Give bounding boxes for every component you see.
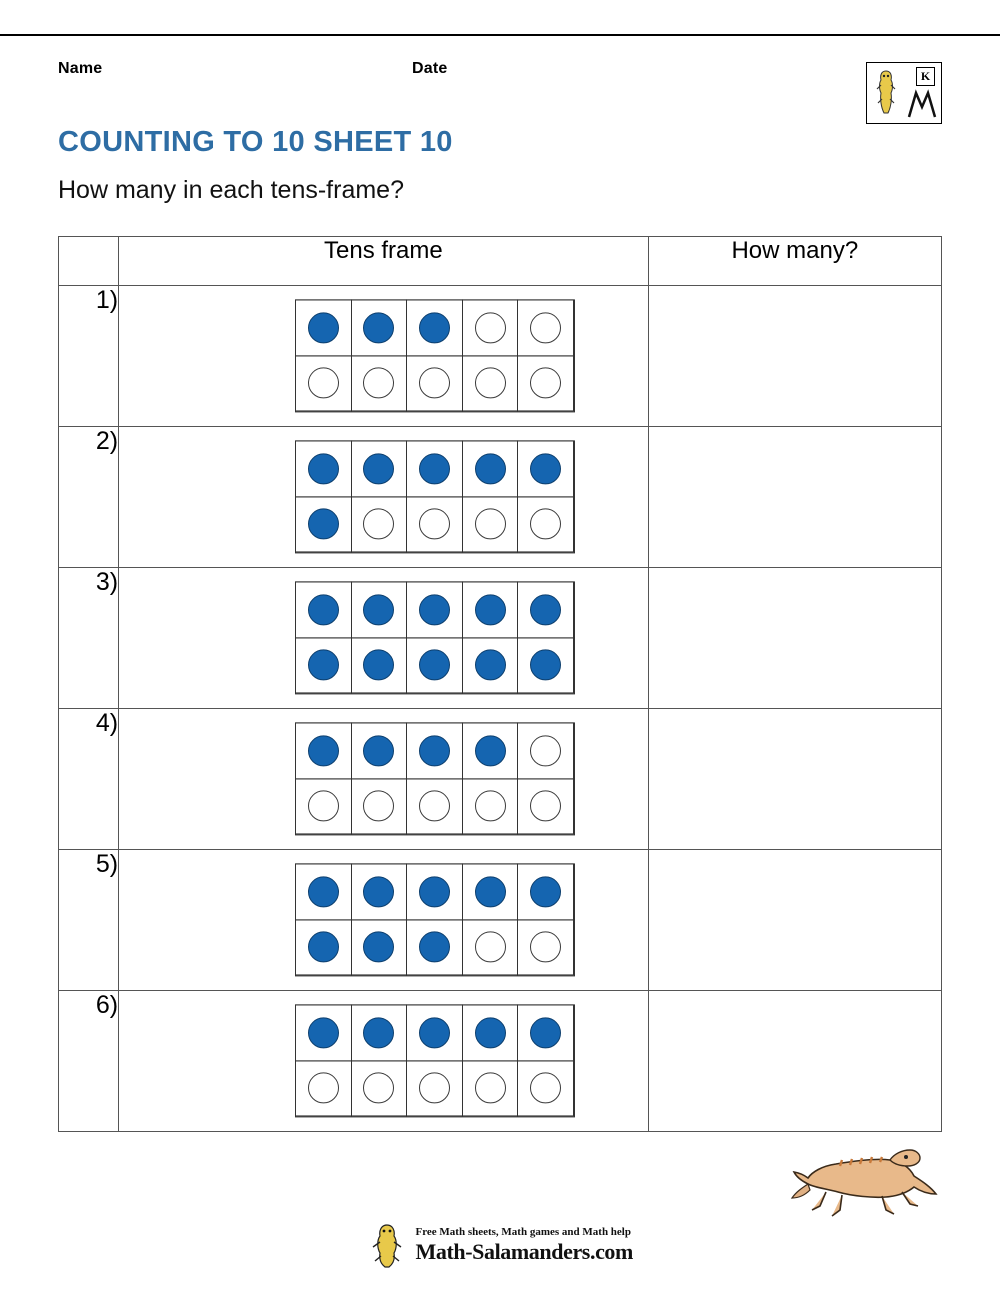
filled-counter-icon [475,876,506,907]
empty-counter-icon [530,509,561,540]
tens-frame-cell [119,568,649,709]
filled-counter-icon [475,1017,506,1048]
empty-counter-icon [308,791,339,822]
question-number: 5) [59,850,119,991]
filled-counter-icon [308,594,339,625]
tens-frame-cell-square [517,637,574,694]
tens-frame-cell-square [406,722,463,779]
tens-frame-cell-square [351,1004,408,1061]
tens-frame-row-top [296,441,574,497]
empty-counter-icon [363,509,394,540]
logo-letter: K [916,67,935,86]
tens-frame-row-bottom [296,638,574,694]
filled-counter-icon [363,594,394,625]
tens-frame-cell-square [462,919,519,976]
tens-frame-cell-square [462,778,519,835]
tens-frame-cell-square [351,919,408,976]
question-number: 3) [59,568,119,709]
filled-counter-icon [308,932,339,963]
filled-counter-icon [419,735,450,766]
tens-frame [295,581,575,694]
tens-frame [295,722,575,835]
tens-frame-cell-square [406,863,463,920]
date-label: Date [412,60,448,77]
tens-frame [295,1004,575,1117]
tens-frame-cell-square [517,722,574,779]
empty-counter-icon [308,1073,339,1104]
question-number: 2) [59,427,119,568]
filled-counter-icon [530,594,561,625]
empty-counter-icon [530,791,561,822]
tens-frame-cell-square [462,440,519,497]
tens-frame-cell-square [295,778,352,835]
filled-counter-icon [363,650,394,681]
tens-frame-cell-square [462,1004,519,1061]
filled-counter-icon [363,1017,394,1048]
logo-m-icon [907,89,937,119]
tens-frame-cell-square [406,581,463,638]
empty-counter-icon [308,368,339,399]
filled-counter-icon [308,1017,339,1048]
tens-frame-cell-square [406,1060,463,1117]
tens-frame-cell-square [295,863,352,920]
answer-cell[interactable] [648,568,941,709]
filled-counter-icon [475,735,506,766]
empty-counter-icon [363,368,394,399]
tens-frame-cell-square [406,496,463,553]
tens-frame-row-bottom [296,920,574,976]
tens-frame [295,440,575,553]
tens-frame-cell-square [295,496,352,553]
tens-frame-row-bottom [296,779,574,835]
filled-counter-icon [363,876,394,907]
empty-counter-icon [363,1073,394,1104]
empty-counter-icon [530,735,561,766]
tens-frame-cell-square [351,440,408,497]
tens-frame-cell-square [351,637,408,694]
answer-cell[interactable] [648,991,941,1132]
lizard-illustration [790,1136,940,1231]
table-header-row [59,237,942,286]
tens-frame-cell-square [462,863,519,920]
tens-frame-cell-square [462,637,519,694]
tens-frame-row-bottom [296,356,574,412]
filled-counter-icon [363,312,394,343]
empty-counter-icon [530,1073,561,1104]
filled-counter-icon [419,312,450,343]
tens-frame-cell-square [351,778,408,835]
filled-counter-icon [419,453,450,484]
question-number: 6) [59,991,119,1132]
tens-frame-cell-square [517,581,574,638]
empty-counter-icon [475,932,506,963]
tens-frame-cell-square [295,637,352,694]
empty-counter-icon [419,368,450,399]
tens-frame-cell-square [406,637,463,694]
question-number: 4) [59,709,119,850]
filled-counter-icon [419,876,450,907]
filled-counter-icon [530,650,561,681]
page-title: COUNTING TO 10 SHEET 10 [58,126,453,158]
empty-counter-icon [475,791,506,822]
filled-counter-icon [308,876,339,907]
question-number: 1) [59,286,119,427]
tens-frame-table [58,236,942,1132]
tens-frame-cell-square [462,299,519,356]
tens-frame-cell-square [517,778,574,835]
empty-counter-icon [419,791,450,822]
empty-counter-icon [363,791,394,822]
answer-cell[interactable] [648,709,941,850]
tens-frame-cell-square [517,440,574,497]
tens-frame-cell-square [406,778,463,835]
empty-counter-icon [475,1073,506,1104]
empty-counter-icon [419,509,450,540]
tens-frame [295,299,575,412]
tens-frame-row-top [296,864,574,920]
tens-frame-cell-square [351,1060,408,1117]
tens-frame-row-top [296,582,574,638]
tens-frame-cell-square [462,355,519,412]
filled-counter-icon [475,650,506,681]
tens-frame-cell-square [462,581,519,638]
column-header-how-many: How many? [648,237,941,286]
tens-frame-cell-square [295,1060,352,1117]
empty-counter-icon [475,509,506,540]
tens-frame-cell-square [295,299,352,356]
tens-frame-row-bottom [296,1061,574,1117]
tens-frame-cell-square [406,1004,463,1061]
filled-counter-icon [419,650,450,681]
page-subtitle: How many in each tens-frame? [58,176,404,204]
footer-site-name[interactable]: Math-Salamanders.com [415,1238,633,1264]
tens-frame-cell-square [462,1060,519,1117]
tens-frame-cell [119,709,649,850]
tens-frame-cell-square [295,1004,352,1061]
tens-frame-cell [119,991,649,1132]
tens-frame-cell-square [295,919,352,976]
tens-frame-cell-square [351,722,408,779]
filled-counter-icon [475,594,506,625]
table-row [59,286,942,427]
filled-counter-icon [530,453,561,484]
filled-counter-icon [308,650,339,681]
tens-frame-cell-square [351,581,408,638]
tens-frame-row-top [296,1005,574,1061]
answer-cell[interactable] [648,427,941,568]
tens-frame-cell-square [351,496,408,553]
tens-frame-row-top [296,300,574,356]
column-header-tens-frame: Tens frame [119,237,649,286]
table-row [59,709,942,850]
filled-counter-icon [308,509,339,540]
math-salamanders-logo [866,62,942,124]
table-row [59,991,942,1132]
tens-frame-cell-square [517,1004,574,1061]
footer-tagline: Free Math sheets, Math games and Math help [415,1225,631,1238]
tens-frame-cell-square [295,440,352,497]
filled-counter-icon [363,932,394,963]
filled-counter-icon [363,735,394,766]
empty-counter-icon [475,368,506,399]
name-label: Name [58,60,103,77]
empty-counter-icon [530,368,561,399]
tens-frame-cell-square [351,863,408,920]
tens-frame-cell-square [517,863,574,920]
filled-counter-icon [530,1017,561,1048]
table-row [59,568,942,709]
empty-counter-icon [419,1073,450,1104]
tens-frame-row-top [296,723,574,779]
tens-frame-cell-square [406,355,463,412]
tens-frame-cell-square [462,496,519,553]
tens-frame-row-bottom [296,497,574,553]
top-divider [0,34,1000,36]
empty-counter-icon [530,312,561,343]
tens-frame [295,863,575,976]
tens-frame-cell [119,850,649,991]
tens-frame-cell-square [462,722,519,779]
filled-counter-icon [419,594,450,625]
tens-frame-cell [119,427,649,568]
table-row [59,427,942,568]
tens-frame-cell-square [406,919,463,976]
answer-cell[interactable] [648,286,941,427]
table-row [59,850,942,991]
filled-counter-icon [475,453,506,484]
tens-frame-cell [119,286,649,427]
tens-frame-cell-square [351,299,408,356]
column-header-number [59,237,119,286]
filled-counter-icon [308,453,339,484]
tens-frame-cell-square [406,299,463,356]
tens-frame-cell-square [295,355,352,412]
tens-frame-cell-square [517,1060,574,1117]
filled-counter-icon [363,453,394,484]
footer-salamander-icon [367,1222,407,1268]
tens-frame-cell-square [406,440,463,497]
empty-counter-icon [530,932,561,963]
tens-frame-cell-square [517,919,574,976]
tens-frame-cell-square [295,722,352,779]
tens-frame-cell-square [517,355,574,412]
tens-frame-cell-square [517,496,574,553]
filled-counter-icon [419,1017,450,1048]
tens-frame-cell-square [295,581,352,638]
filled-counter-icon [530,876,561,907]
answer-cell[interactable] [648,850,941,991]
salamander-icon [875,69,897,115]
filled-counter-icon [308,735,339,766]
footer [0,1222,1000,1268]
tens-frame-cell-square [351,355,408,412]
tens-frame-cell-square [517,299,574,356]
empty-counter-icon [475,312,506,343]
filled-counter-icon [419,932,450,963]
filled-counter-icon [308,312,339,343]
